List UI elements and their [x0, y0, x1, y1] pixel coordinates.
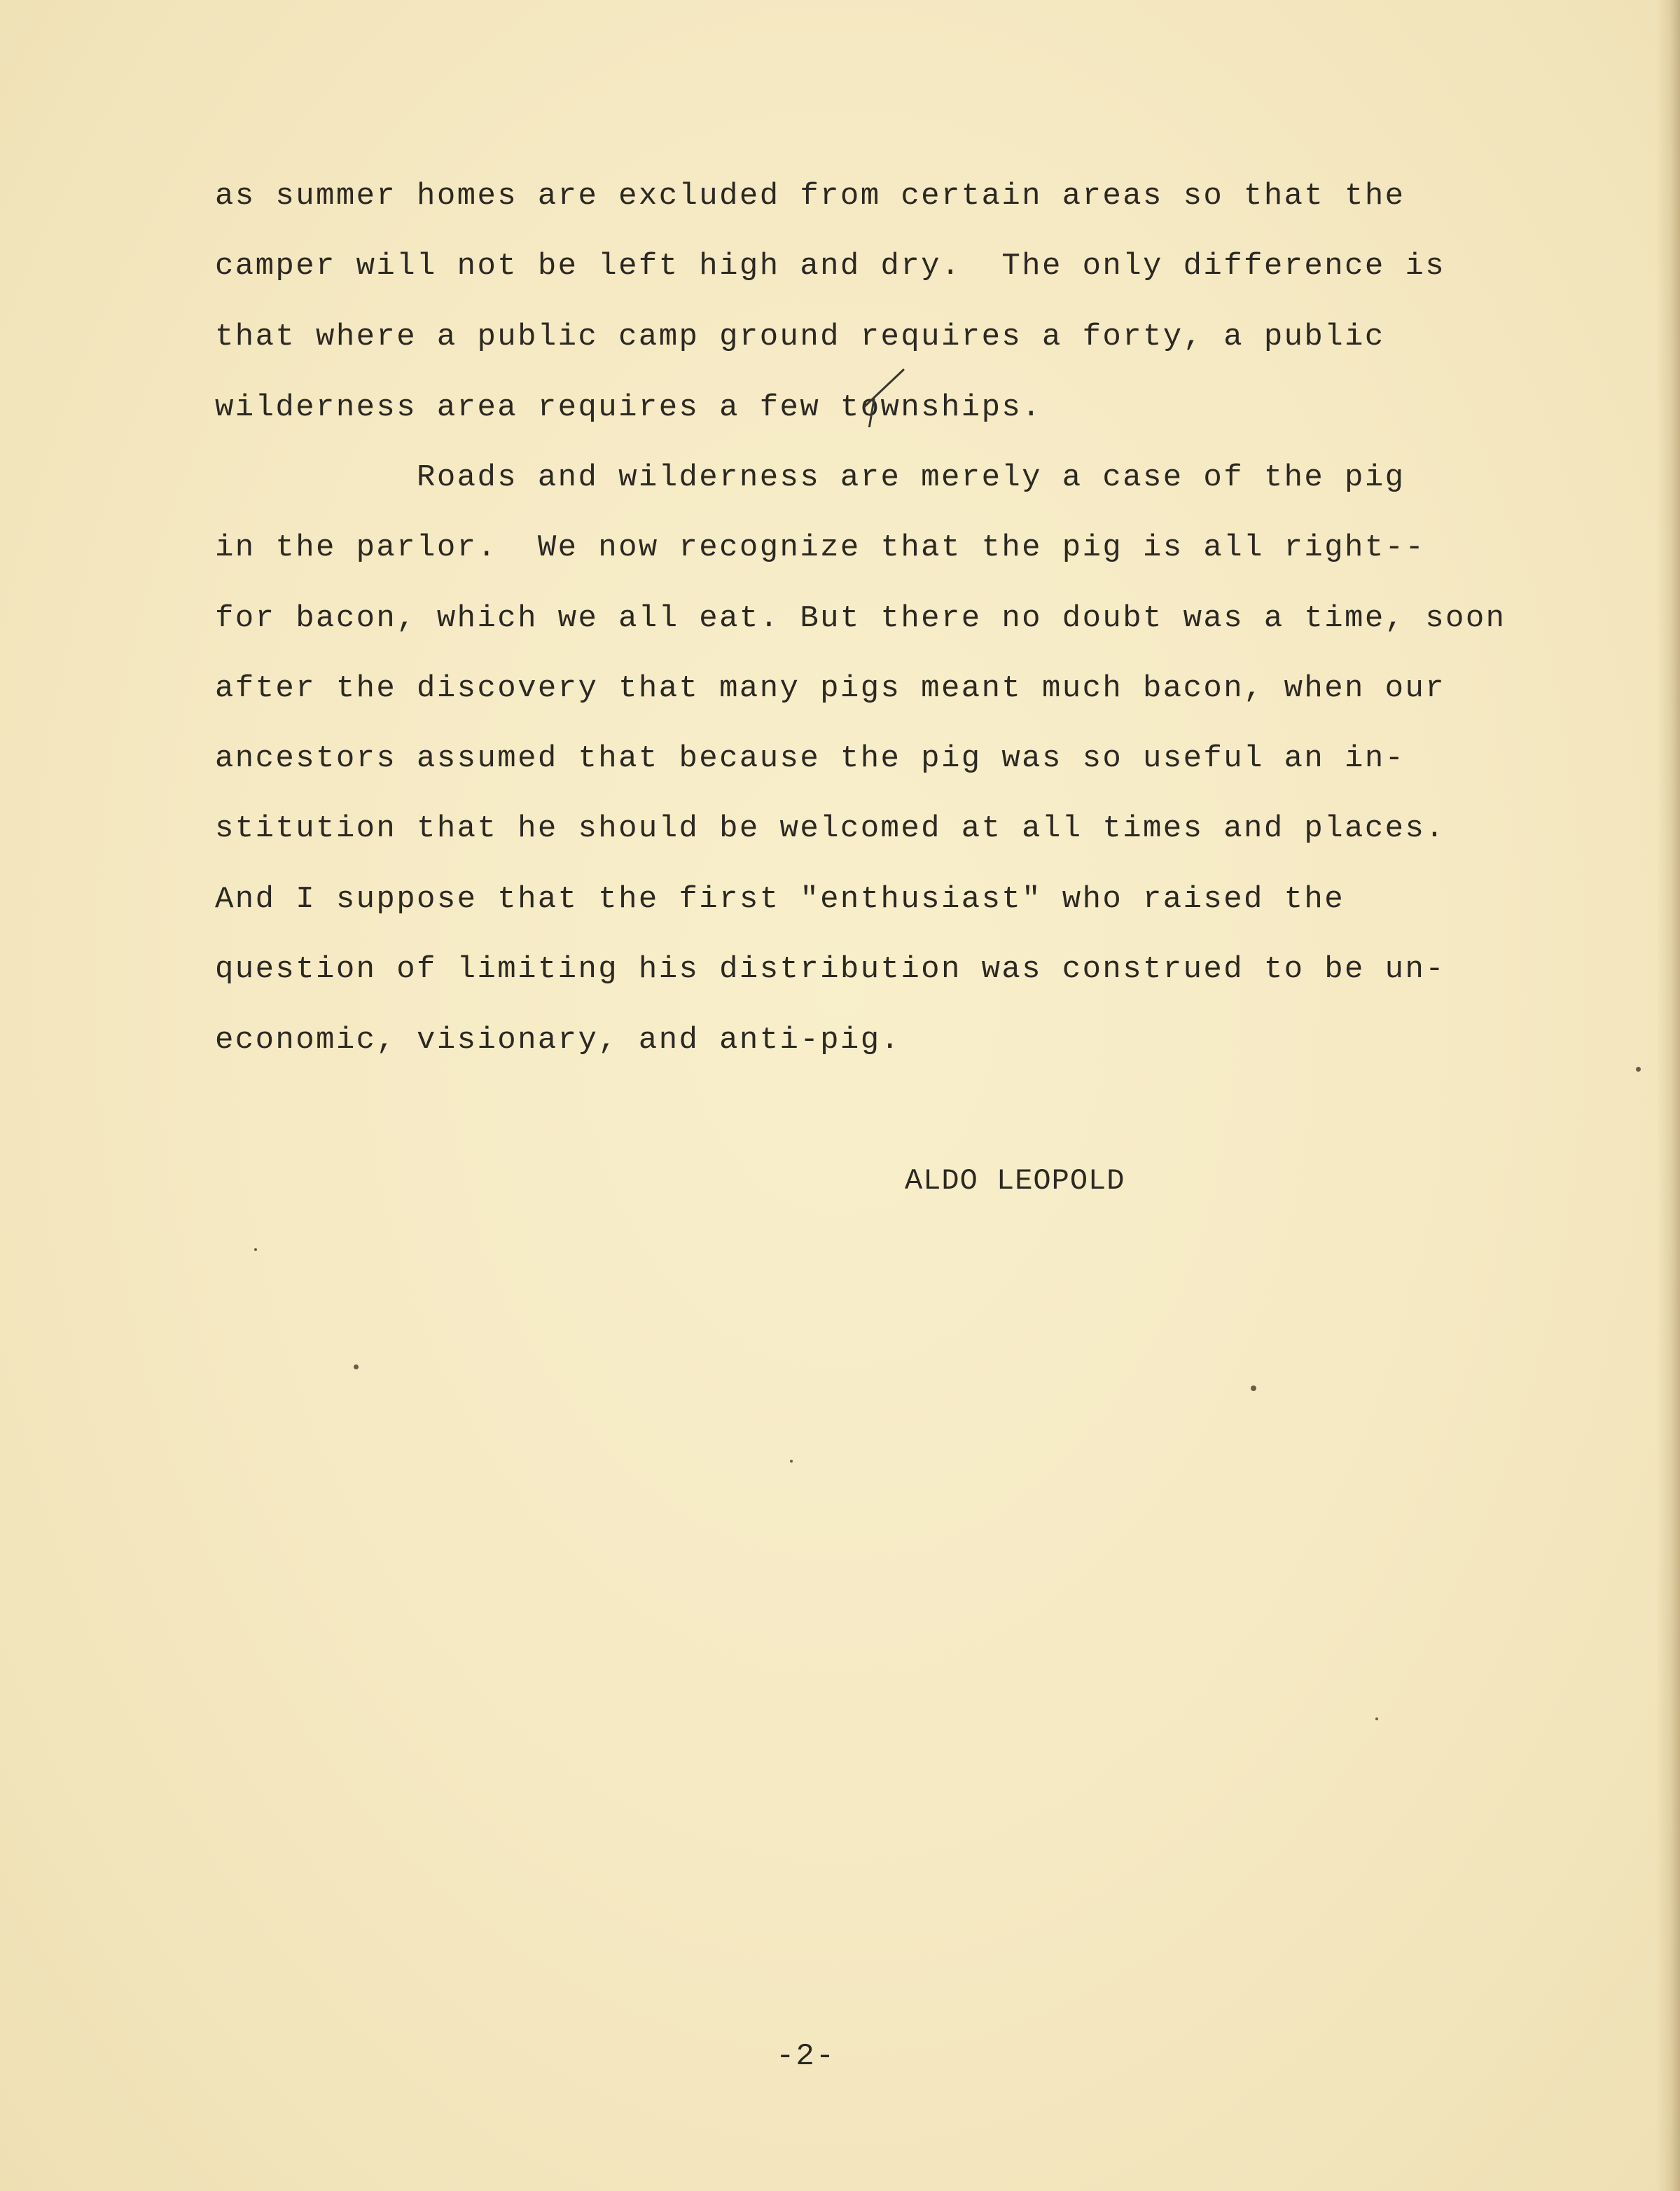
paper-speck — [1375, 1717, 1378, 1720]
text-line-10: stitution that he should be welcomed at all times and places. — [215, 811, 1446, 846]
text-line-4: wilderness area requires a few townships. — [215, 390, 1042, 425]
signature-name: ALDO LEOPOLD — [905, 1164, 1125, 1198]
paper-speck — [1636, 1067, 1641, 1072]
text-line-6: in the parlor. We now recognize that the pig is all right-- — [215, 530, 1426, 565]
paper-speck — [254, 1248, 257, 1251]
paper-speck — [790, 1460, 793, 1463]
handwritten-correction-mark — [851, 364, 914, 427]
text-line-5: Roads and wilderness are merely a case of the pig — [215, 460, 1405, 495]
text-line-12: question of limiting his distribution was construed to be un- — [215, 952, 1446, 987]
text-line-7: for bacon, which we all eat. But there no doubt was a time, soon — [215, 601, 1506, 636]
text-line-2: camper will not be left high and dry. The only difference is — [215, 249, 1446, 284]
text-line-1: as summer homes are excluded from certain areas so that the — [215, 179, 1405, 214]
paper-speck — [354, 1364, 359, 1369]
text-line-13: economic, visionary, and anti-pig. — [215, 1023, 901, 1058]
page-edge-shadow — [1656, 0, 1680, 2191]
paper-speck — [1251, 1385, 1256, 1391]
page-number: -2- — [776, 2039, 836, 2074]
text-line-3: that where a public camp ground requires a forty, a public — [215, 319, 1385, 354]
text-line-8: after the discovery that many pigs meant much bacon, when our — [215, 671, 1446, 706]
text-line-11: And I suppose that the first "enthusiast" who raised the — [215, 882, 1345, 917]
text-line-9: ancestors assumed that because the pig was so useful an in- — [215, 741, 1405, 776]
